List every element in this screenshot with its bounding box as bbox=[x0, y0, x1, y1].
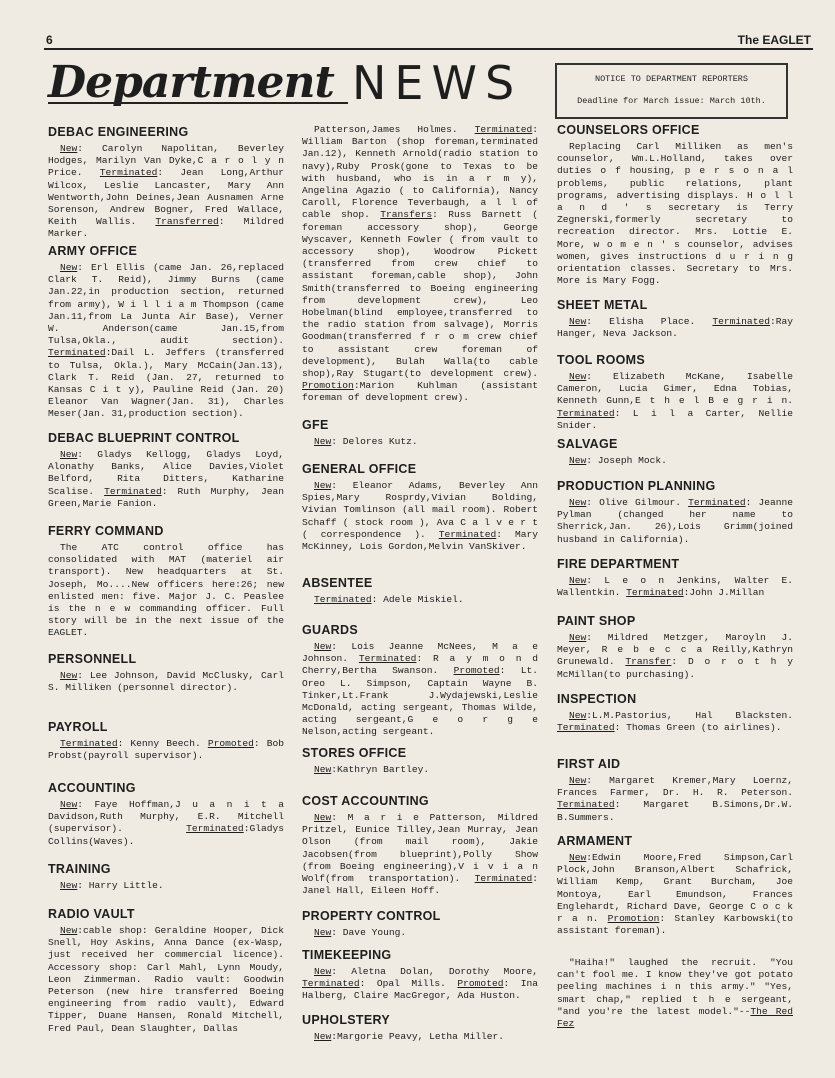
section-radio-vault-cont bbox=[302, 124, 538, 405]
section-body bbox=[48, 143, 284, 241]
section-timekeeping bbox=[302, 948, 538, 1003]
section-gfe bbox=[302, 418, 538, 448]
section-fire-department bbox=[557, 557, 793, 599]
section-title: PAYROLL bbox=[48, 720, 108, 734]
section-debac-blueprint-control bbox=[48, 431, 284, 510]
section-body bbox=[302, 764, 538, 776]
body-text: Patterson,James Holmes. bbox=[314, 124, 475, 135]
body-text: :Edwin Moore,Fred Simpson,Carl Plock,John Branson,Albert Schafrick, William Kemp, Grant Burcham, Joe Montoya, Earl Emundson, Frances Englehardt, Richard Dave, George C o c k r a n. bbox=[557, 852, 793, 925]
section-title: PRODUCTION PLANNING bbox=[557, 479, 716, 493]
section-title: SHEET METAL bbox=[557, 298, 648, 312]
body-text: : Delores Kutz. bbox=[331, 436, 418, 447]
label-text: New bbox=[314, 480, 332, 491]
section-body bbox=[557, 141, 793, 287]
section-body bbox=[302, 812, 538, 897]
body-text: : Margaret B.Simons,Dr.W. B.Summers. bbox=[557, 799, 793, 823]
section-title: UPHOLSTERY bbox=[302, 1013, 390, 1027]
body-text: :Ray Hanger, Neva Jackson. bbox=[557, 316, 793, 340]
body-text: :John J.Millan bbox=[683, 587, 765, 599]
body-text: : Aletna Dolan, Dorothy Moore, bbox=[331, 966, 538, 977]
label-text: New bbox=[60, 449, 78, 460]
label-text: Terminated bbox=[712, 316, 770, 327]
label-text: Promoted bbox=[207, 738, 254, 749]
section-armament bbox=[557, 834, 793, 937]
body-text: : Ruth Murphy, Jean Green,Marie Fanion. bbox=[48, 485, 284, 509]
body-text: : Opal Mills. bbox=[359, 978, 458, 990]
section-body bbox=[302, 594, 538, 606]
section-title: COUNSELORS OFFICE bbox=[557, 123, 700, 137]
body-text: : Thomas Green (to airlines). bbox=[614, 722, 782, 734]
section-body bbox=[48, 880, 284, 892]
label-text: New bbox=[314, 927, 332, 938]
section-debac-engineering bbox=[48, 125, 284, 241]
body-text: : D o r o t h y McMillan(to purchasing). bbox=[557, 656, 793, 680]
section-title: COST ACCOUNTING bbox=[302, 794, 429, 808]
label-text: Terminated bbox=[104, 485, 162, 497]
label-text: New bbox=[569, 455, 587, 466]
body-text: : Russ Barnett ( foreman accessory shop), George Wyscaver, Kenneth Fowler ( from vault to accessory shop), Woodrow Pickett (transferred from crew chief to assistant foreman,cable shop), John Smith(transferred to Boeing engineering from development crew), Leo Hobelman(blind employee,transferred to the radio station from salvage), Morris Goodman(transferred f r o m crew chief to assistant crew foreman of development), Bulah Walla(to cable shop),Ray Stugart(to development crew). bbox=[302, 209, 538, 380]
section-title: PROPERTY CONTROL bbox=[302, 909, 441, 923]
body-text: : Lee Johnson, David McClusky, Carl S. Milliken (personnel director). bbox=[48, 670, 284, 694]
body-text: : Harry Little. bbox=[77, 880, 164, 891]
section-radio-vault bbox=[48, 907, 284, 1035]
body-text: : Jean Long,Arthur Wilcox, Leslie Lancaster, Mary Ann Wentworth,John Deines,Jean Ausnamen Arne Sorenson, Andrew Bogner, Fred Wallace, Keith Wallis. bbox=[48, 167, 284, 228]
body-text: : Mary McKinney, Lois Gordon,Melvin VanSkiver. bbox=[302, 528, 538, 553]
section-body bbox=[302, 1031, 538, 1043]
body-text: :Kathryn Bartley. bbox=[331, 764, 430, 775]
label-text: New bbox=[60, 262, 78, 273]
label-text: Terminated bbox=[557, 407, 615, 419]
section-cost-accounting bbox=[302, 794, 538, 897]
body-text: : Joseph Mock. bbox=[586, 455, 667, 466]
body-text: : Margaret Kremer,Mary Loernz, Frances Farmer, Dr. H. R. Peterson. bbox=[557, 775, 793, 799]
section-body bbox=[557, 316, 793, 340]
body-text: : Adele Miskiel. bbox=[371, 594, 464, 605]
section-body bbox=[48, 738, 284, 762]
publication-name: The EAGLET bbox=[737, 33, 811, 47]
title-underline bbox=[48, 102, 348, 104]
body-text: : Olive Gilmour. bbox=[586, 497, 689, 508]
label-text: New bbox=[569, 575, 587, 586]
body-text: :Gladys Collins(Waves). bbox=[48, 823, 284, 847]
label-text: Terminated bbox=[474, 873, 533, 885]
body-text: : Mildred Marker. bbox=[48, 216, 284, 240]
section-upholstery bbox=[302, 1013, 538, 1043]
body-text: :L.M.Pastorius, Hal Blacksten. bbox=[586, 710, 793, 721]
body-text: : Janel Hall, Eileen Hoff. bbox=[302, 873, 538, 897]
body-text: : Kenny Beech. bbox=[117, 738, 208, 749]
section-title: ARMAMENT bbox=[557, 834, 633, 848]
section-body bbox=[302, 480, 538, 553]
section-body bbox=[557, 497, 793, 546]
section-inspection bbox=[557, 692, 793, 734]
label-text: New bbox=[569, 710, 587, 721]
body-text: : Ina Halberg, Claire MacGregor, Ada Huston. bbox=[302, 978, 538, 1002]
label-text: Terminated bbox=[358, 653, 417, 665]
section-title: TIMEKEEPING bbox=[302, 948, 392, 962]
section-sheet-metal bbox=[557, 298, 793, 340]
section-body bbox=[557, 455, 793, 467]
body-text: : L i l a Carter, Nellie Snider. bbox=[557, 407, 793, 431]
section-production-planning bbox=[557, 479, 793, 546]
section-counselors-office bbox=[557, 123, 793, 287]
page-number: 6 bbox=[46, 33, 53, 47]
section-body bbox=[557, 575, 793, 599]
section-title: TRAINING bbox=[48, 862, 111, 876]
body-text: The ATC control office has consolidated with MAT (materiel air transport). New headquarters at St. Joseph, Mo....New officers here:26; new enlisted men: five. Major J. C. Peaslee is the n e w commanding officer. Full story will be in the next issue of the EAGLET. bbox=[48, 542, 284, 639]
body-text: : Lois Jeanne McNees, M a e Johnson. bbox=[302, 641, 538, 665]
label-text: Promoted bbox=[453, 665, 500, 677]
title-script: Department bbox=[48, 57, 334, 108]
section-army-office bbox=[48, 244, 284, 421]
section-body bbox=[302, 927, 538, 939]
label-text: New bbox=[60, 925, 78, 936]
section-body bbox=[302, 966, 538, 1003]
body-text: : Stanley Karbowski(to assistant foreman). bbox=[557, 913, 793, 937]
label-text: Terminated bbox=[438, 528, 497, 540]
body-text: :Margorie Peavy, Letha Miller. bbox=[331, 1031, 504, 1042]
label-text: New bbox=[314, 1031, 332, 1042]
body-text: :Marion Kuhlman (assistant foreman of development crew). bbox=[302, 380, 538, 404]
notice-text: Deadline for March issue: March 10th. bbox=[577, 96, 766, 106]
body-text: : R a y m o n d Cherry,Bertha Swanson. bbox=[302, 653, 539, 677]
body-text: : Bob Probst(payroll supervisor). bbox=[48, 738, 284, 762]
section-body bbox=[557, 775, 793, 824]
section-body bbox=[48, 799, 284, 848]
label-text: Terminated bbox=[186, 823, 244, 835]
body-text: Replacing Carl Milliken as men's counselor, Wm.L.Holland, takes over duties o f housing, p e r s o n a l problems, public relations, plant programs, advertising displays. H o l l a n d ' s secretary is Terry Zegnerski,formerly secretary to recreation director. Mrs. Lottie E. More, w o m e n ' s counselor, advises women, gives instructions d u r i n g orientation classes. Secretary to Mrs. More is Mary Fogg. bbox=[557, 141, 793, 287]
label-text: New bbox=[314, 966, 332, 977]
label-text: New bbox=[60, 799, 78, 810]
label-text: Promotion bbox=[607, 913, 660, 925]
body-text: : Dave Young. bbox=[331, 927, 407, 938]
section-title: FIRE DEPARTMENT bbox=[557, 557, 680, 571]
section-ferry-command bbox=[48, 524, 284, 640]
body-text: : Faye Hoffman,J u a n i t a Davidson,Ruth Murphy, E.R. Mitchell (supervisor). bbox=[48, 799, 284, 835]
section-title: TOOL ROOMS bbox=[557, 353, 645, 367]
title-caps: NEWS bbox=[352, 56, 523, 110]
body-text: : Lt. Oreo L. Simpson, Captain Wayne B. Tinker,Lt.Frank J.Wydajewski,Leslie McDonald, acting sergeant, Thomas Wilde, acting sergeant,G e o r g e Nelson,acting sergeant. bbox=[302, 665, 538, 738]
body-text: : William Barton (shop foreman,terminated Jan.12), Kenneth Arnold(radio station to navy),Ruby Prosk(gone to Texas to be with husband, who is in a r m y), Angelina Agazio ( to California), Nancy Caroll, Florence Teverbaugh, a l l of cable shop. bbox=[302, 124, 538, 221]
section-body bbox=[48, 670, 284, 694]
section-body bbox=[48, 262, 284, 421]
label-text: New bbox=[60, 880, 78, 891]
body-text: "Haiha!" laughed the recruit. "You can't fool me. I know they've got potato peeling machines i n this army." "Yes, smart chap," replied t h e sergeant, "and you're the latest model."-- bbox=[557, 957, 793, 1017]
body-text: :Dail L. Jeffers (transferred to Tulsa, Okla.), Mary McCain(Jan.13), Clark T. Reid (Jan. 27, returned to Kansas C i t y), Pauline Reid (Jan. 20) Eleanor Van Wagner(Jan. 31), Charles Meser(Jan. 31,production section). bbox=[48, 347, 284, 420]
label-text: Terminated bbox=[99, 167, 158, 179]
label-text: Promotion bbox=[302, 380, 354, 392]
body-text: : M a r i e Patterson, Mildred Pritzel, Eunice Tilley,Jean Murray, Jean Olson (from mail room), Jakie Jacobsen(from blueprint),Polly Show (from Boeing engineering),V i v i a n Wolf(from transportation). bbox=[302, 812, 538, 885]
body-text: : Mildred Metzger, Maroyln J. Meyer, R e b e c c a Reilly,Kathryn Grunewald. bbox=[557, 632, 793, 668]
body-text: : Carolyn Napolitan, Beverley Hodges, Marilyn Van Dyke,C a r o l y n Price. bbox=[48, 143, 284, 179]
section-payroll bbox=[48, 720, 284, 762]
section-title: FERRY COMMAND bbox=[48, 524, 164, 538]
section-training bbox=[48, 862, 284, 892]
label-text: New bbox=[569, 775, 587, 786]
label-text: New bbox=[569, 316, 587, 327]
section-title: RADIO VAULT bbox=[48, 907, 135, 921]
section-paint-shop bbox=[557, 614, 793, 681]
label-text: Terminated bbox=[314, 594, 372, 605]
label-text: Terminated bbox=[60, 738, 118, 749]
section-body bbox=[557, 957, 793, 1030]
section-title: PERSONNELL bbox=[48, 652, 137, 666]
section-personnell bbox=[48, 652, 284, 694]
section-title: GUARDS bbox=[302, 623, 358, 637]
section-body bbox=[557, 710, 793, 734]
section-absentee bbox=[302, 576, 538, 606]
section-title: FIRST AID bbox=[557, 757, 621, 771]
label-text: New bbox=[314, 436, 332, 447]
label-text: New bbox=[569, 632, 587, 643]
body-text: : Elizabeth McKane, Isabelle Cameron, Lucia Gimer, Edna Tobias, Kenneth Gunn,E t h e l B e g r i n. bbox=[557, 371, 793, 407]
section-title: GFE bbox=[302, 418, 329, 432]
section-stores-office bbox=[302, 746, 538, 776]
section-title: ARMY OFFICE bbox=[48, 244, 138, 258]
section-general-office bbox=[302, 462, 538, 553]
section-salvage bbox=[557, 437, 793, 467]
label-text: Transfers bbox=[380, 209, 433, 221]
label-text: New bbox=[569, 852, 587, 863]
section-guards bbox=[302, 623, 538, 739]
section-body bbox=[557, 632, 793, 681]
section-title: PAINT SHOP bbox=[557, 614, 636, 628]
body-text: : Eleanor Adams, Beverley Ann Spies,Mary Rosprdy,Vivian Bolding, Vivian Tomlinson (all mail room). Robert Schaff ( stock room ), Ava C a l v e r t ( correspondence ). bbox=[302, 480, 538, 540]
body-text: : Elisha Place. bbox=[586, 316, 713, 327]
label-text: Terminated bbox=[557, 799, 615, 811]
label-text: New bbox=[60, 670, 78, 681]
section-title: DEBAC ENGINEERING bbox=[48, 125, 189, 139]
section-joke bbox=[557, 957, 793, 1030]
section-title: SALVAGE bbox=[557, 437, 618, 451]
label-text: Terminated bbox=[557, 722, 615, 734]
label-text: New bbox=[569, 371, 587, 382]
label-text: New bbox=[569, 497, 587, 508]
section-body bbox=[48, 542, 284, 640]
section-accounting bbox=[48, 781, 284, 848]
page-title bbox=[48, 58, 538, 108]
label-text: New bbox=[60, 143, 78, 154]
section-body bbox=[302, 436, 538, 448]
label-text: Transfer bbox=[625, 656, 672, 668]
body-text: : Erl Ellis (came Jan. 26,replaced Clark T. Reid), Jimmy Burns (came Jan.22,in production section, returned from army), W i l l i a m Thompson (came Jan.11,from La Junta Air Base), Verner W. Anderson(came Jan.15,from Tulsa,Okla., audit section). bbox=[48, 262, 284, 347]
section-body bbox=[557, 852, 793, 937]
section-body bbox=[48, 925, 284, 1035]
label-text: Terminated bbox=[474, 124, 533, 135]
section-body bbox=[557, 371, 793, 432]
header-rule bbox=[44, 48, 813, 50]
label-text: The Red Fez bbox=[557, 1005, 793, 1030]
notice-heading: NOTICE TO DEPARTMENT REPORTERS bbox=[594, 74, 749, 84]
section-body bbox=[302, 641, 538, 739]
label-text: New bbox=[314, 764, 332, 775]
label-text: Terminated bbox=[626, 587, 684, 599]
section-body bbox=[48, 449, 284, 510]
label-text: Terminated bbox=[688, 497, 746, 508]
section-body bbox=[302, 124, 538, 405]
notice-box bbox=[555, 63, 788, 119]
body-text: : Gladys Kellogg, Gladys Loyd, Alonathy Banks, Alice Davies,Violet Belford, Rita Ditters, Katharine Scalise. bbox=[48, 449, 284, 497]
body-text: : Jeanne Pylman (changed her name to Sherrick,Jan. 26),Lois Grimm(joined husband in California). bbox=[557, 497, 793, 545]
label-text: Terminated bbox=[48, 347, 106, 359]
label-text: New bbox=[314, 641, 332, 652]
section-title: INSPECTION bbox=[557, 692, 637, 706]
label-text: Promoted bbox=[457, 978, 504, 990]
section-title: STORES OFFICE bbox=[302, 746, 407, 760]
section-title: ABSENTEE bbox=[302, 576, 373, 590]
section-title: DEBAC BLUEPRINT CONTROL bbox=[48, 431, 240, 445]
section-title: GENERAL OFFICE bbox=[302, 462, 417, 476]
body-text: :cable shop: Geraldine Hooper, Dick Snell, Hoy Askins, Anna Dance (ex-Wasp, just received her commercial licence). Accessory shop: Carl Mahl, Lynn Moudy, Leon Zimmerman. Radio vault: Goodwin Peterson (new hire transferred Boeing engineering from radio vault), Edward Tipper, Duane Hansen, Ronald Mitchell, Fred Paul, Dean Slaughter, Dallas bbox=[48, 925, 284, 1034]
section-tool-rooms bbox=[557, 353, 793, 432]
section-title: ACCOUNTING bbox=[48, 781, 136, 795]
body-text: : L e o n Jenkins, Walter E. Wallentkin. bbox=[557, 575, 793, 599]
label-text: Terminated bbox=[302, 978, 360, 990]
section-first-aid bbox=[557, 757, 793, 824]
label-text: Transferred bbox=[155, 216, 219, 228]
label-text: New bbox=[314, 812, 332, 823]
section-property-control bbox=[302, 909, 538, 939]
